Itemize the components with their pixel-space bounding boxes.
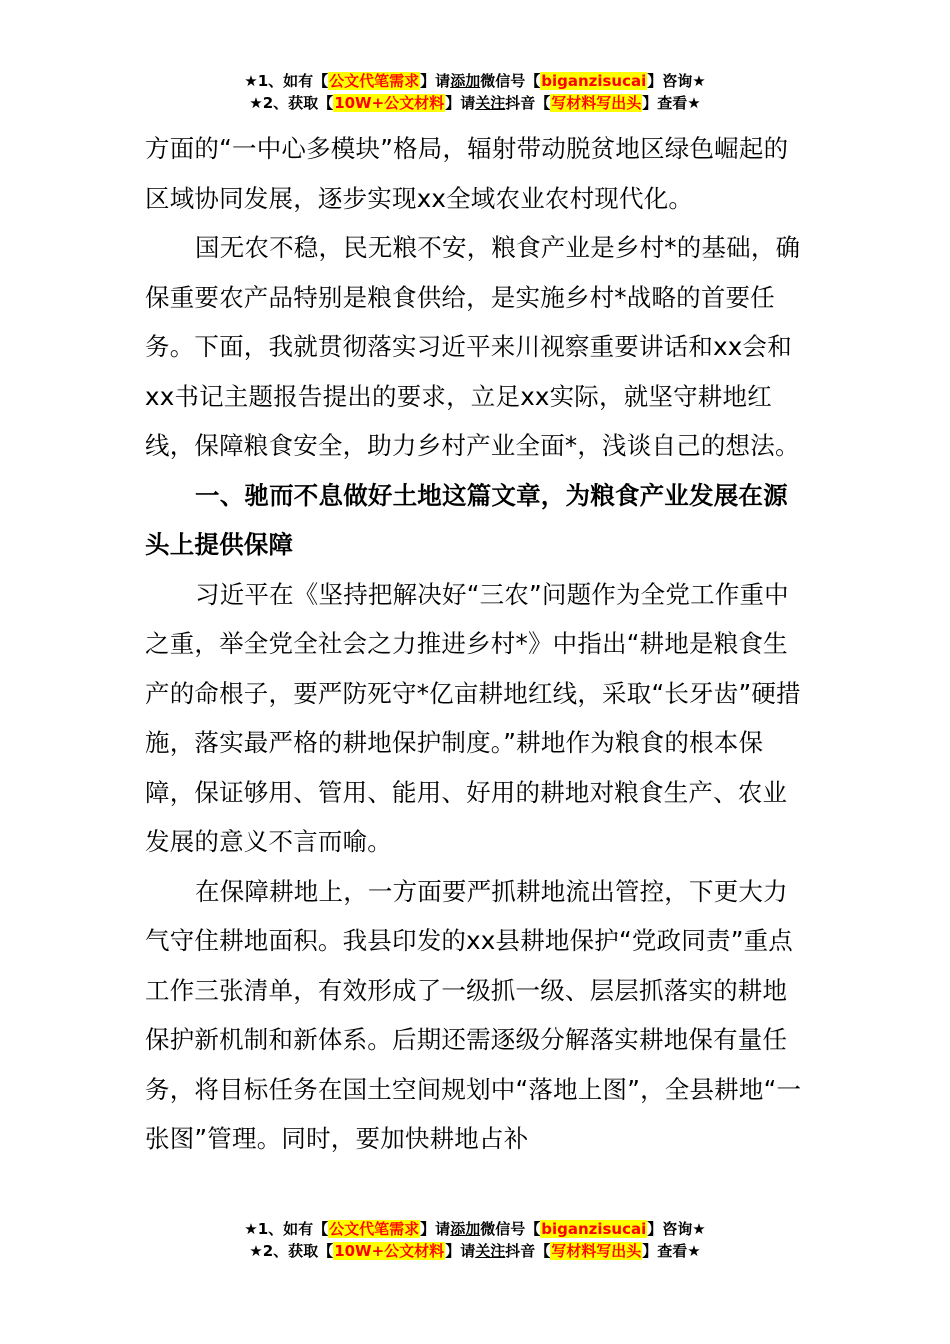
banner-line-2 [0, 1240, 950, 1262]
banner-text: 】请 [420, 1220, 451, 1238]
banner-line-1 [0, 1218, 950, 1240]
highlight-text: 公文代笔需求 [329, 72, 420, 90]
underlined-text: 添加 [450, 1220, 481, 1238]
banner-text: ★1、如有【 [244, 1220, 329, 1238]
banner-text: 微信号【 [480, 72, 541, 90]
banner-text: 抖音【 [505, 1242, 551, 1260]
banner-text: ★1、如有【 [244, 72, 329, 90]
banner-text: ★2、获取【 [249, 1242, 334, 1260]
wechat-id: biganzisucai [541, 72, 647, 90]
banner-text: 抖音【 [505, 94, 551, 112]
underlined-text: 关注 [475, 94, 506, 112]
banner-text: 】查看★ [642, 1242, 701, 1260]
underlined-text: 添加 [450, 72, 481, 90]
footer-banner [0, 1218, 950, 1262]
paragraph-continuation: 方面的“一中心多模块”格局，辐射带动脱贫地区绿色崛起的区域协同发展，逐步实现xx全域农业农村现代化。 [145, 134, 789, 213]
highlight-text: 公文代笔需求 [329, 1220, 420, 1238]
banner-text: 微信号【 [480, 1220, 541, 1238]
banner-text: 】查看★ [642, 94, 701, 112]
highlight-text: 10W+公文材料 [334, 94, 445, 112]
paragraph-intro: 国无农不稳，民无粮不安，粮食产业是乡村*的基础，确保重要农产品特别是粮食供给，是实施乡村*战略的首要任务。下面，我就贯彻落实习近平来川视察重要讲话和xx会和xx书记主题报告提出的要求，立足xx实际，就坚守耕地红线，保障粮食安全，助力乡村产业全面*，浅谈自己的想法。 [145, 233, 801, 460]
underlined-text: 关注 [475, 1242, 506, 1260]
banner-text: ★2、获取【 [249, 94, 334, 112]
paragraph-farmland: 在保障耕地上，一方面要严抓耕地流出管控，下更大力气守住耕地面积。我县印发的xx县耕地保护“党政同责”重点工作三张清单，有效形成了一级抓一级、层层抓落实的耕地保护新机制和新体系。后期还需逐级分解落实耕地保有量任务，将目标任务在国土空间规划中“落地上图”，全县耕地“一张图”管理。同时，要加快耕地占补 [145, 876, 802, 1153]
section-heading: 一、驰而不息做好土地这篇文章，为粮食产业发展在源头上提供保障 [145, 480, 788, 559]
banner-text: 】请 [445, 94, 476, 112]
banner-text: 】请 [445, 1242, 476, 1260]
banner-line-2 [0, 92, 950, 114]
douyin-id: 写材料写出头 [551, 1242, 642, 1260]
wechat-id: biganzisucai [541, 1220, 647, 1238]
header-banner [0, 70, 950, 114]
paragraph-quote: 习近平在《坚持把解决好“三农”问题作为全党工作重中之重，举全党全社会之力推进乡村*》中指出“耕地是粮食生产的命根子，要严防死守*亿亩耕地红线，采取“长牙齿”硬措施，落实最严格的耕地保护制度。”耕地作为粮食的根本保障，保证够用、管用、能用、好用的耕地对粮食生产、农业发展的意义不言而喻。 [145, 579, 801, 856]
banner-text: 】请 [420, 72, 451, 90]
document-body [145, 124, 805, 1164]
banner-text: 】咨询★ [647, 1220, 706, 1238]
highlight-text: 10W+公文材料 [334, 1242, 445, 1260]
banner-text: 】咨询★ [647, 72, 706, 90]
banner-line-1 [0, 70, 950, 92]
douyin-id: 写材料写出头 [551, 94, 642, 112]
